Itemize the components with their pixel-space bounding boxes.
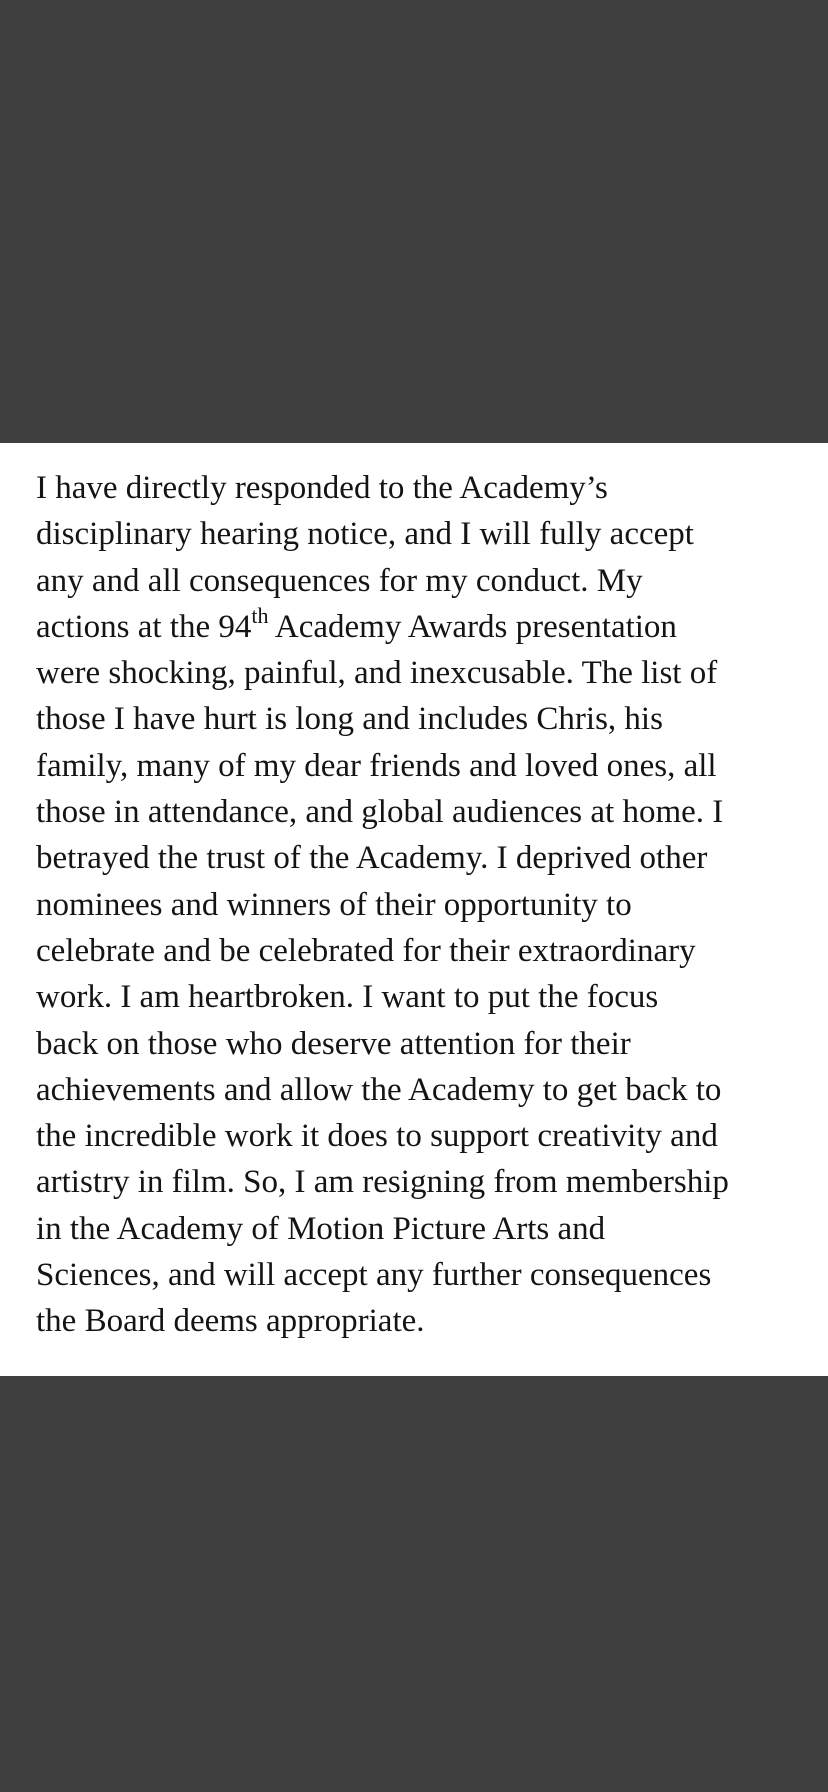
bottom-dark-band (0, 1376, 828, 1792)
statement-line: betrayed the trust of the Academy. I deprived other (36, 840, 708, 877)
statement-line: disciplinary hearing notice, and I will fully accept (36, 516, 694, 553)
statement-line: back on those who deserve attention for their (36, 1025, 631, 1062)
statement-line-end: Academy Awards presentation (268, 608, 677, 645)
statement-line: Sciences, and will accept any further consequences (36, 1257, 712, 1294)
statement-line-start: actions at the 94 (36, 608, 252, 645)
statement-line: those I have hurt is long and includes Chris, his (36, 701, 663, 738)
statement-text (36, 465, 816, 1345)
statement-document (0, 443, 828, 1376)
statement-line: those in attendance, and global audiences at home. I (36, 794, 724, 831)
statement-line: any and all consequences for my conduct. My (36, 562, 643, 599)
statement-line (36, 604, 816, 650)
statement-line: nominees and winners of their opportunity to (36, 886, 632, 923)
statement-line: achievements and allow the Academy to get back to (36, 1071, 722, 1108)
statement-line: were shocking, painful, and inexcusable. The list of (36, 655, 718, 692)
statement-line: artistry in film. So, I am resigning from membership (36, 1164, 729, 1201)
statement-line: work. I am heartbroken. I want to put the focus (36, 979, 659, 1016)
top-dark-band (0, 0, 828, 443)
statement-line: in the Academy of Motion Picture Arts and (36, 1210, 606, 1247)
statement-line: I have directly responded to the Academy’s (36, 470, 608, 506)
statement-line: the Board deems appropriate. (36, 1303, 425, 1340)
ordinal-suffix: th (251, 602, 269, 628)
statement-line: the incredible work it does to support creativity and (36, 1118, 718, 1155)
statement-line: celebrate and be celebrated for their extraordinary (36, 932, 696, 969)
statement-line: family, many of my dear friends and loved ones, all (36, 747, 717, 784)
